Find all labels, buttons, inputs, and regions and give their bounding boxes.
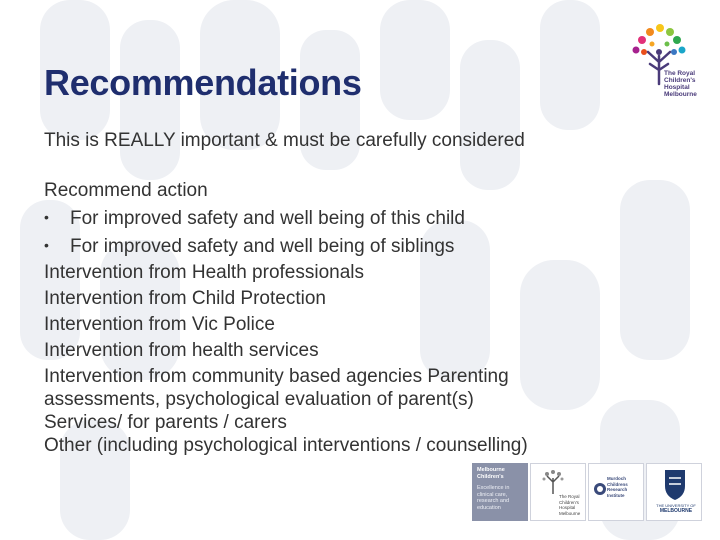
logo-line: The Royal: [664, 70, 696, 77]
text-line: Intervention from Health professionals: [44, 262, 364, 283]
university-logo-text: [651, 503, 701, 514]
slide-body: [44, 128, 664, 456]
bullet-icon: •: [44, 237, 49, 253]
bullet-item: [44, 232, 664, 260]
mcri-logo-text: [607, 476, 628, 498]
tree-icon: [531, 466, 587, 496]
text-line: Other (including psychological interventions / counselling): [44, 435, 528, 456]
logo-line: The Royal: [559, 494, 580, 499]
campus-logo-name: [477, 467, 525, 480]
text-line: Intervention from community based agencies Parenting: [44, 366, 509, 387]
rch-small-logo: [530, 463, 586, 521]
logo-line: Childrens: [607, 481, 628, 487]
rch-small-logo-text: [559, 494, 580, 516]
recommend-heading: Recommend action: [44, 180, 208, 201]
logo-line: MELBOURNE: [659, 507, 693, 514]
logo-line: Research: [607, 487, 628, 492]
logo-line: Hospital: [559, 505, 576, 510]
logo-line: clinical care,: [477, 491, 508, 498]
logo-line: research and: [477, 498, 510, 504]
logo-line: Hospital: [664, 84, 690, 91]
logo-line: Children's: [664, 77, 696, 84]
bullet-text: For improved safety and well being of this child: [70, 208, 465, 229]
partner-logos: [472, 463, 710, 521]
text-line: Intervention from Child Protection: [44, 288, 326, 309]
logo-line: Murdoch: [607, 476, 626, 481]
logo-line: Melbourne: [477, 467, 505, 473]
page-title: Recommendations: [44, 62, 362, 103]
bullet-item: [44, 204, 664, 232]
hospital-logo-text: [664, 70, 714, 98]
text-line: Intervention from Vic Police: [44, 314, 275, 335]
logo-line: THE UNIVERSITY OF: [656, 503, 696, 508]
logo-line: Institute: [607, 492, 625, 498]
logo-line: Melbourne: [559, 510, 581, 516]
logo-line: Excellence in: [477, 485, 510, 491]
logo-line: Melbourne: [664, 91, 697, 98]
subtitle: This is REALLY important & must be carefully considered: [44, 130, 525, 151]
crest-icon: [647, 466, 703, 502]
logo-line: education: [477, 504, 501, 511]
bullet-text: For improved safety and well being of siblings: [70, 236, 455, 257]
mcri-logo: [588, 463, 644, 521]
text-line: Services/ for parents / carers: [44, 412, 287, 433]
campus-logo: [472, 463, 528, 521]
campus-logo-tagline: [477, 485, 525, 511]
logo-line: Children's: [559, 499, 579, 505]
text-line: assessments, psychological evaluation of parent(s): [44, 389, 474, 410]
university-logo: [646, 463, 702, 521]
bullet-icon: •: [44, 209, 49, 225]
mcri-emblem-icon: [593, 482, 607, 496]
text-line: Intervention from health services: [44, 340, 319, 361]
logo-line: Children's: [477, 473, 504, 480]
